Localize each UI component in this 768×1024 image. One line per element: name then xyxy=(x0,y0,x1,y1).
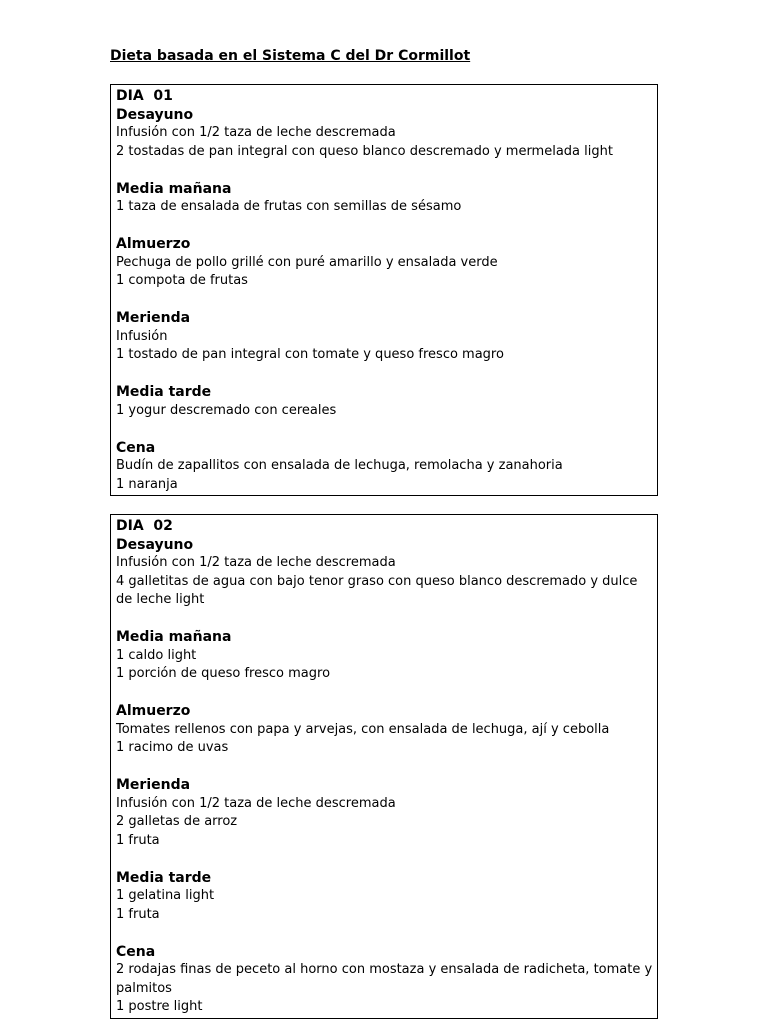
meal-item: Infusión con 1/2 taza de leche descremada xyxy=(116,795,396,811)
meal-item: 1 racimo de uvas xyxy=(116,740,229,755)
meal-item: Infusión xyxy=(116,328,168,344)
meal-name: Media mañana xyxy=(116,629,232,645)
meal-name: Desayuno xyxy=(116,106,194,123)
meal-section xyxy=(116,439,653,495)
meal-name: Media tarde xyxy=(116,384,212,400)
meal-item: Infusión con 1/2 taza de leche descremada xyxy=(116,125,396,140)
meal-section xyxy=(116,180,653,217)
meal-name: Almuerzo xyxy=(116,236,191,252)
meal-item: Budín de zapallitos con ensalada de lechuga, remolacha y zanahoria xyxy=(116,458,563,473)
meal-item: Infusión con 1/2 taza de leche descremada xyxy=(116,555,396,570)
day-label: DIA 02 xyxy=(116,518,173,534)
meal-name: Media mañana xyxy=(116,180,232,197)
meal-name: Media tarde xyxy=(116,869,212,886)
meal-item: 1 fruta xyxy=(116,832,160,848)
meal-section xyxy=(116,776,653,850)
document-title: Dieta basada en el Sistema C del Dr Cormillot xyxy=(110,48,471,64)
meal-item: 2 rodajas finas de peceto al horno con mostaza y ensalada de radicheta, tomate y palmitos xyxy=(116,962,653,996)
meal-item: 1 fruta xyxy=(116,906,160,922)
meal-section xyxy=(116,943,653,1017)
meal-section xyxy=(116,309,653,365)
meal-section xyxy=(116,628,653,684)
day-1-box xyxy=(110,84,658,496)
meal-item: 1 naranja xyxy=(116,476,178,492)
meal-section xyxy=(116,536,653,610)
meal-item: 1 postre light xyxy=(116,999,203,1014)
meal-name: Cena xyxy=(116,439,156,456)
meal-item: 1 compota de frutas xyxy=(116,273,248,288)
meal-item: 4 galletitas de agua con bajo tenor graso con queso blanco descremado y dulce de leche light xyxy=(116,573,638,607)
meal-list xyxy=(116,106,653,495)
meal-section xyxy=(116,702,653,758)
meal-section xyxy=(116,235,653,291)
meal-list xyxy=(116,536,653,1017)
meal-item: 2 galletas de arroz xyxy=(116,814,238,829)
meal-item: 1 porción de queso fresco magro xyxy=(116,666,331,681)
day-label: DIA 01 xyxy=(116,88,173,104)
meal-item: 1 tostado de pan integral con tomate y queso fresco magro xyxy=(116,347,504,362)
meal-section xyxy=(116,869,653,925)
meal-section xyxy=(116,383,653,420)
meal-item: 2 tostadas de pan integral con queso blanco descremado y mermelada light xyxy=(116,143,613,159)
day-2-box xyxy=(110,514,658,1019)
meal-name: Merienda xyxy=(116,310,191,326)
meal-item: 1 caldo light xyxy=(116,647,197,663)
meal-item: 1 taza de ensalada de frutas con semillas de sésamo xyxy=(116,199,462,214)
meal-item: 1 yogur descremado con cereales xyxy=(116,402,337,418)
meal-item: Pechuga de pollo grillé con puré amarillo y ensalada verde xyxy=(116,254,498,270)
meal-name: Cena xyxy=(116,943,156,960)
meal-name: Merienda xyxy=(116,777,191,793)
meal-item: 1 gelatina light xyxy=(116,888,215,903)
meal-item: Tomates rellenos con papa y arvejas, con ensalada de lechuga, ají y cebolla xyxy=(116,721,610,737)
meal-name: Desayuno xyxy=(116,536,194,553)
meal-name: Almuerzo xyxy=(116,703,191,719)
meal-section xyxy=(116,106,653,162)
